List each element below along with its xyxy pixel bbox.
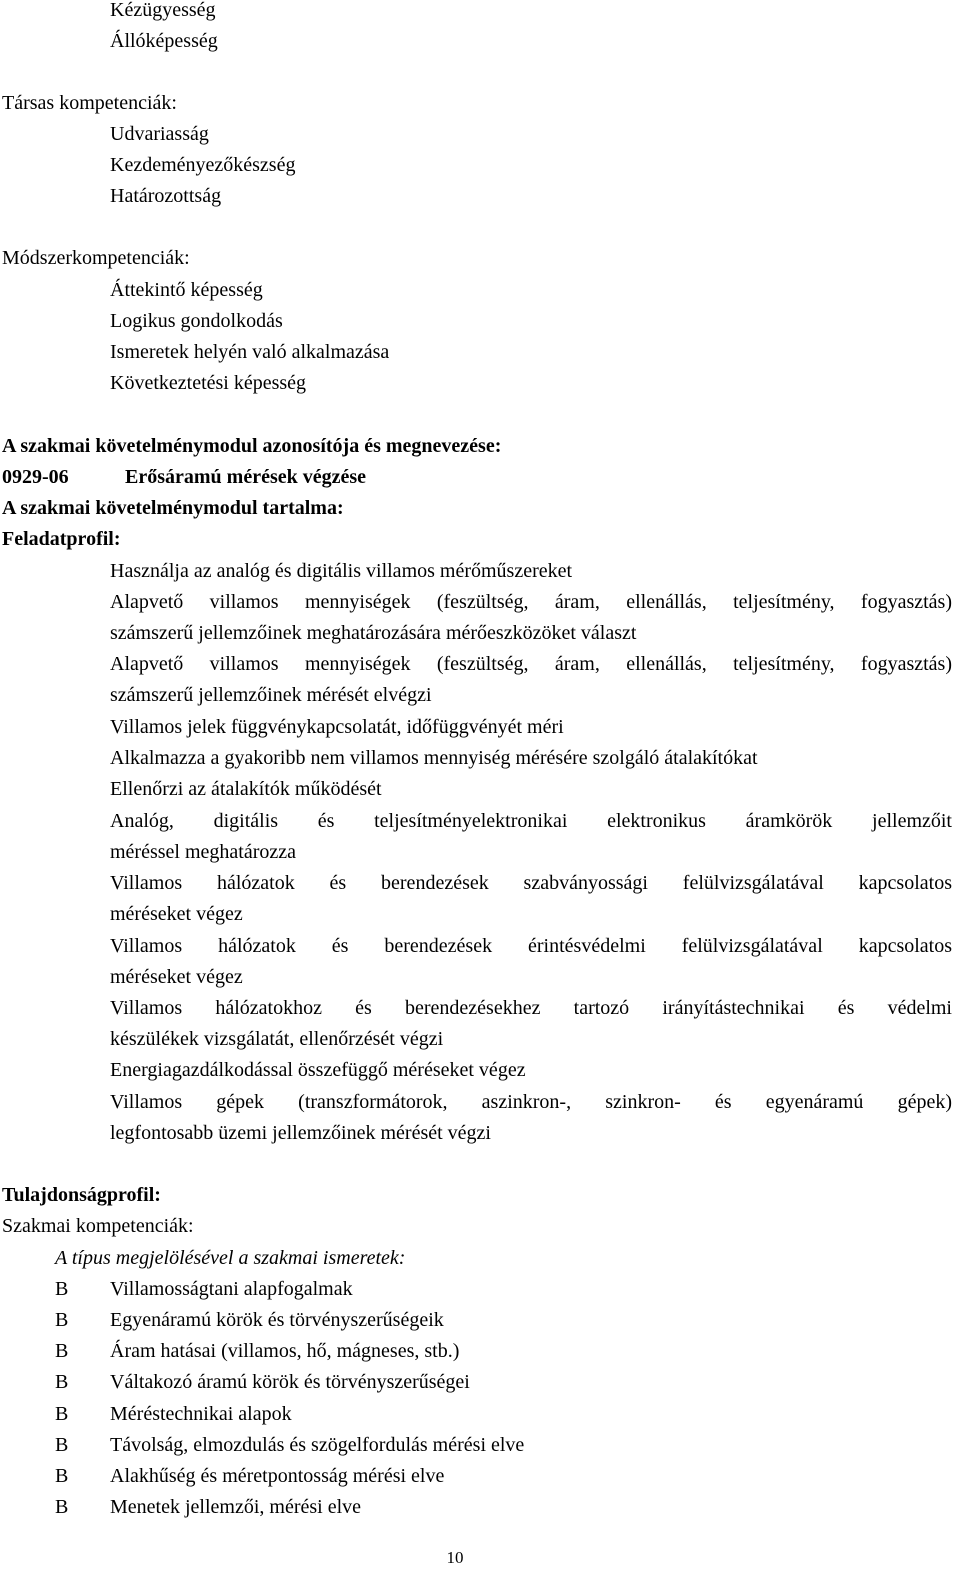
task-line: Villamos hálózatok és berendezések érintésvédelmi felülvizsgálatával kapcsolatos (110, 935, 952, 957)
knowledge-item: Egyenáramú körök és törvényszerűségeik (110, 1309, 444, 1331)
task-line: számszerű jellemzőinek meghatározására mérőeszközöket választ (110, 622, 637, 644)
knowledge-item: Méréstechnikai alapok (110, 1403, 292, 1425)
module-id-heading: A szakmai követelménymodul azonosítója és megnevezése: (2, 435, 502, 457)
list-item: Udvariasság (110, 123, 209, 145)
type-code: B (55, 1403, 69, 1425)
list-item: Határozottság (110, 185, 222, 207)
szakmai-kompetenciak-heading: Szakmai kompetenciák: (2, 1215, 194, 1237)
task-line: Ellenőrzi az átalakítók működését (110, 778, 382, 800)
module-code: 0929-06 (2, 466, 69, 488)
task-line: számszerű jellemzőinek mérését elvégzi (110, 684, 432, 706)
task-line: méréseket végez (110, 903, 243, 925)
task-line: méréssel meghatározza (110, 841, 297, 863)
task-line: Alapvető villamos mennyiségek (feszültség, áram, ellenállás, teljesítmény, fogyasztás) (110, 653, 952, 675)
knowledge-item: Alakhűség és méretpontosság mérési elve (110, 1465, 445, 1487)
task-line: Villamos jelek függvénykapcsolatát, időfüggvényét méri (110, 716, 564, 738)
knowledge-item: Menetek jellemzői, mérési elve (110, 1496, 362, 1518)
knowledge-item: Villamosságtani alapfogalmak (110, 1278, 353, 1300)
task-line: Alkalmazza a gyakoribb nem villamos mennyiség mérésére szolgáló átalakítókat (110, 747, 758, 769)
list-item: Állóképesség (110, 30, 218, 52)
task-line: méréseket végez (110, 966, 243, 988)
list-item: Kézügyesség (110, 0, 216, 21)
module-name: Erősáramú mérések végzése (125, 466, 367, 488)
knowledge-item: Áram hatásai (villamos, hő, mágneses, stb.) (110, 1340, 460, 1362)
section-heading-modszer: Módszerkompetenciák: (2, 247, 190, 269)
task-line: készülékek vizsgálatát, ellenőrzését végzi (110, 1028, 444, 1050)
type-code: B (55, 1496, 69, 1518)
section-heading-tarsas: Társas kompetenciák: (2, 92, 177, 114)
list-item: Következtetési képesség (110, 372, 307, 394)
task-line: Villamos hálózatok és berendezések szabványossági felülvizsgálatával kapcsolatos (110, 872, 952, 894)
type-code: B (55, 1309, 69, 1331)
task-line: Villamos gépek (transzformátorok, aszinkron-, szinkron- és egyenáramú gépek) (110, 1091, 952, 1113)
task-line: Analóg, digitális és teljesítményelektronikai elektronikus áramkörök jellemzőit (110, 810, 952, 832)
task-line: Alapvető villamos mennyiségek (feszültség, áram, ellenállás, teljesítmény, fogyasztás) (110, 591, 952, 613)
knowledge-item: Váltakozó áramú körök és törvényszerűségei (110, 1371, 470, 1393)
list-item: Logikus gondolkodás (110, 310, 283, 332)
list-item: Áttekintő képesség (110, 279, 263, 301)
feladatprofil-heading: Feladatprofil: (2, 528, 121, 550)
task-line: Energiagazdálkodással összefüggő méréseket végez (110, 1059, 526, 1081)
type-code: B (55, 1465, 69, 1487)
type-heading: A típus megjelölésével a szakmai ismeretek: (55, 1247, 406, 1269)
task-line: Használja az analóg és digitális villamos mérőműszereket (110, 560, 573, 582)
type-code: B (55, 1371, 69, 1393)
tulajdonsagprofil-heading: Tulajdonságprofil: (2, 1184, 161, 1206)
type-code: B (55, 1278, 69, 1300)
page-number: 10 (446, 1548, 464, 1567)
task-line: Villamos hálózatokhoz és berendezésekhez tartozó irányítástechnikai és védelmi (110, 997, 952, 1019)
module-content-heading: A szakmai követelménymodul tartalma: (2, 497, 344, 519)
list-item: Ismeretek helyén való alkalmazása (110, 341, 390, 363)
list-item: Kezdeményezőkészség (110, 154, 296, 176)
knowledge-item: Távolság, elmozdulás és szögelfordulás mérési elve (110, 1434, 525, 1456)
task-line: legfontosabb üzemi jellemzőinek mérését végzi (110, 1122, 491, 1144)
type-code: B (55, 1340, 69, 1362)
type-code: B (55, 1434, 69, 1456)
